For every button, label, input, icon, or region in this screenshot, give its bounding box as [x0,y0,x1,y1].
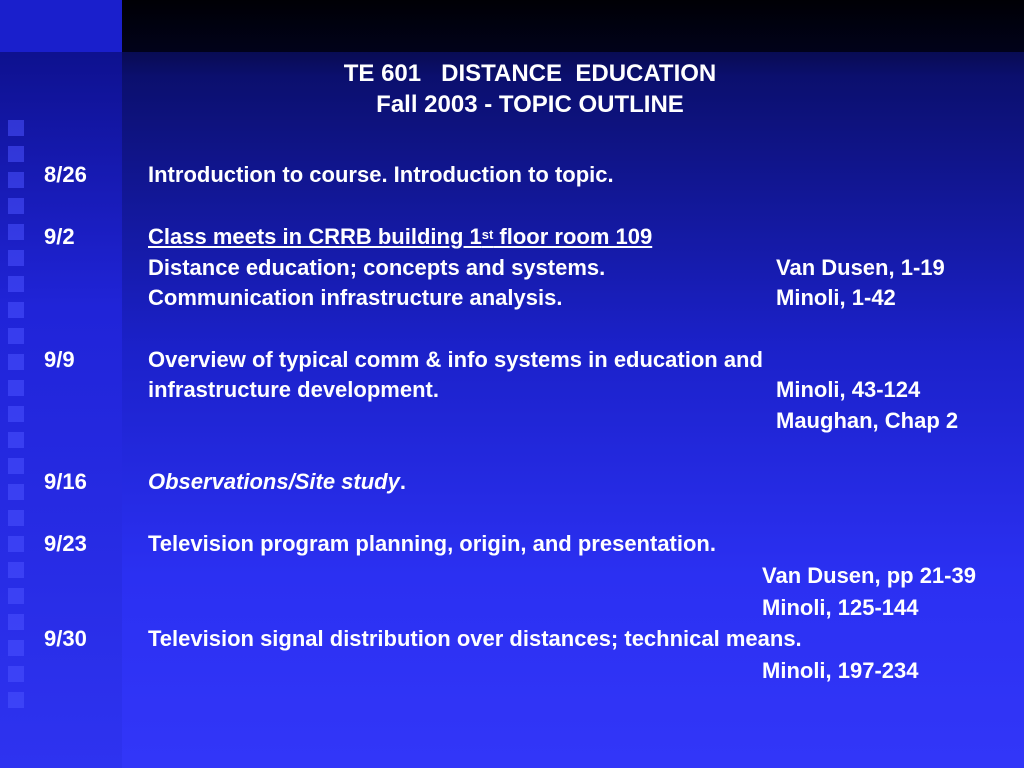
entry-topic [148,467,406,497]
entry-date: 8/26 [44,162,87,187]
entry-date: 9/9 [44,347,75,372]
topic-italic: Observations/Site study [148,469,400,494]
decorative-square [8,120,24,136]
entry-topic: Overview of typical comm & info systems in education and [148,347,763,372]
title-line-2: Fall 2003 - TOPIC OUTLINE [376,91,684,118]
entry-reference: Minoli, 125-144 [762,595,919,620]
decorative-square-column [8,120,26,718]
decorative-square [8,354,24,370]
decorative-square [8,692,24,708]
entry-topic: Television signal distribution over distances; technical means. [148,626,802,651]
entry-date: 9/16 [44,469,87,494]
decorative-square [8,458,24,474]
entry-topic: Distance education; concepts and systems. [148,255,606,280]
class-location-note [148,222,652,252]
entry-date: 9/23 [44,531,87,556]
decorative-square [8,588,24,604]
entry-reference: Minoli, 197-234 [762,658,919,683]
decorative-square [8,562,24,578]
entry-date: 9/2 [44,224,75,249]
entry-reference: Van Dusen, pp 21-39 [762,563,976,588]
decorative-square [8,666,24,682]
topic-suffix: . [399,469,406,494]
entry-reference: Minoli, 1-42 [776,285,896,310]
decorative-square [8,640,24,656]
entry-topic: infrastructure development. [148,377,439,402]
decorative-square [8,614,24,630]
decorative-square [8,146,24,162]
slide-title [0,58,1024,120]
decorative-square [8,484,24,500]
title-line-1: TE 601 DISTANCE EDUCATION [343,60,717,87]
note-text: Class meets in CRRB building 1 [148,224,482,249]
decorative-square [8,328,24,344]
decorative-square [8,224,24,240]
top-dark-band [0,0,1024,52]
decorative-square [8,432,24,448]
decorative-square [8,276,24,292]
decorative-square [8,250,24,266]
entry-date: 9/30 [44,626,87,651]
decorative-square [8,302,24,318]
entry-topic: Introduction to course. Introduction to topic. [148,162,614,187]
decorative-square [8,510,24,526]
entry-reference: Maughan, Chap 2 [776,408,959,433]
decorative-square [8,172,24,188]
note-superscript: st [481,227,494,242]
entry-reference: Minoli, 43-124 [776,377,921,402]
decorative-square [8,198,24,214]
top-left-block [0,0,122,52]
decorative-square [8,536,24,552]
entry-reference: Van Dusen, 1-19 [776,255,945,280]
entry-topic: Communication infrastructure analysis. [148,285,563,310]
entry-topic: Television program planning, origin, and presentation. [148,531,716,556]
note-text: floor room 109 [493,224,653,249]
decorative-square [8,406,24,422]
decorative-square [8,380,24,396]
